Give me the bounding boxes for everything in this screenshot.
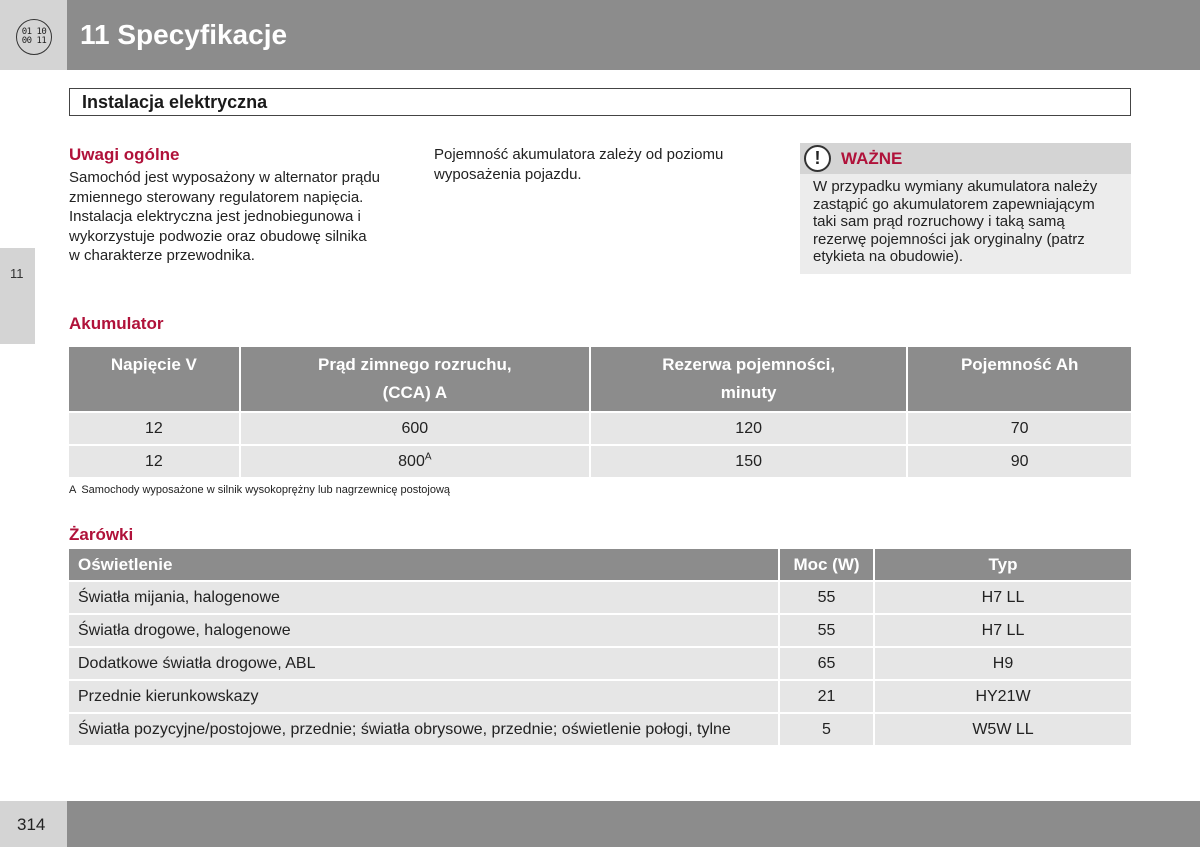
column-header-line: Pojemność Ah	[960, 355, 1079, 374]
table-row	[69, 582, 1131, 613]
battery-heading: Akumulator	[69, 314, 164, 333]
important-notice-header	[800, 143, 1131, 174]
cell-type: HY21W	[875, 681, 1131, 712]
battery-footnote	[69, 484, 450, 496]
column-header-reserve	[591, 347, 906, 411]
general-notes-line: wykorzystuje podwozie oraz obudowę silnika	[69, 227, 367, 245]
capacity-note-line: wyposażenia pojazdu.	[434, 165, 582, 183]
cell-cca	[241, 413, 589, 444]
cell-type: H7 LL	[875, 582, 1131, 613]
section-title: Instalacja elektryczna	[82, 92, 268, 112]
cell-lighting: Przednie kierunkowskazy	[69, 681, 778, 712]
table-row	[69, 446, 1131, 477]
column-header-cca	[241, 347, 589, 411]
table-row	[69, 648, 1131, 679]
cell-power: 21	[780, 681, 873, 712]
footnote-marker: A	[424, 451, 432, 463]
cell-voltage: 12	[69, 413, 239, 444]
cell-reserve: 120	[591, 413, 906, 444]
column-header-capacity	[908, 347, 1131, 411]
important-notice-text	[813, 178, 1125, 266]
general-notes-paragraph	[69, 168, 380, 266]
cell-power: 5	[780, 714, 873, 745]
bulbs-heading: Żarówki	[69, 525, 134, 544]
column-header-line: Prąd zimnego rozruchu,	[318, 355, 512, 374]
cell-lighting: Światła pozycyjne/postojowe, przednie; światła obrysowe, przednie; oświetlenie połogi, tylne	[69, 714, 778, 745]
important-notice-line: W przypadku wymiany akumulatora należy	[813, 178, 1098, 195]
chapter-title: 11 Specyfikacje	[80, 19, 288, 50]
badge-line-2: 00 11	[21, 36, 47, 46]
exclamation-icon: !	[804, 145, 831, 172]
cell-power: 55	[780, 615, 873, 646]
cell-cca	[241, 446, 589, 477]
bulbs-table-header-row	[69, 549, 1131, 580]
general-notes-line: Instalacja elektryczna jest jednobiegunowa i	[69, 208, 361, 226]
table-row	[69, 413, 1131, 444]
general-notes-line: Samochód jest wyposażony w alternator prądu	[69, 169, 381, 186]
important-notice-line: taki sam prąd rozruchowy i taką samą	[813, 213, 1065, 230]
general-notes-line: zmiennego sterowany regulatorem napięcia.	[69, 188, 364, 206]
table-row	[69, 714, 1131, 745]
page-number: 314	[17, 815, 46, 834]
cell-lighting: Dodatkowe światła drogowe, ABL	[69, 648, 778, 679]
capacity-note-line: Pojemność akumulatora zależy od poziomu	[434, 146, 724, 163]
cell-voltage: 12	[69, 446, 239, 477]
cell-power: 65	[780, 648, 873, 679]
important-notice-box	[800, 143, 1131, 274]
general-notes-line: w charakterze przewodnika.	[69, 247, 255, 265]
column-header-lighting: Oświetlenie	[69, 549, 778, 580]
battery-capacity-note	[434, 145, 723, 184]
important-notice-title: WAŻNE	[841, 149, 903, 168]
footer-band	[67, 801, 1200, 847]
column-header-line: Rezerwa pojemności,	[662, 355, 836, 374]
footnote-mark: A	[69, 484, 77, 496]
column-header-type: Typ	[875, 549, 1131, 580]
badge-line-1: 01 10	[21, 27, 47, 37]
cca-value: 600	[401, 419, 429, 437]
table-row	[69, 681, 1131, 712]
battery-table-header-row	[69, 347, 1131, 411]
cell-type: H7 LL	[875, 615, 1131, 646]
important-notice-line: etykieta na obudowie).	[813, 248, 964, 265]
column-header-voltage	[69, 347, 239, 411]
cell-capacity: 70	[908, 413, 1131, 444]
section-title-box	[69, 88, 1131, 116]
column-header-line: minuty	[720, 383, 777, 402]
cell-lighting: Światła drogowe, halogenowe	[69, 615, 778, 646]
cell-capacity: 90	[908, 446, 1131, 477]
cell-lighting: Światła mijania, halogenowe	[69, 582, 778, 613]
column-header-power: Moc (W)	[780, 549, 873, 580]
cell-type: H9	[875, 648, 1131, 679]
general-notes-heading: Uwagi ogólne	[69, 145, 180, 164]
important-notice-line: rezerwę pojemności jak oryginalny (patrz	[813, 230, 1085, 248]
cell-reserve: 150	[591, 446, 906, 477]
battery-table	[67, 345, 1133, 479]
bulbs-table	[67, 547, 1133, 747]
chapter-side-tab-label: 11	[10, 266, 24, 281]
chapter-side-tab	[0, 248, 35, 344]
cell-power: 55	[780, 582, 873, 613]
chapter-badge-icon	[16, 19, 52, 55]
header-side-block	[0, 0, 67, 70]
cca-value: 800	[398, 452, 425, 470]
cell-type: W5W LL	[875, 714, 1131, 745]
important-notice-line: zastąpić go akumulatorem zapewniającym	[813, 195, 1095, 213]
column-header-line: Napięcie V	[110, 355, 197, 374]
table-row	[69, 615, 1131, 646]
footnote-text: Samochody wyposażone w silnik wysokoprężny lub nagrzewnicę postojową	[81, 484, 451, 496]
column-header-line: (CCA) A	[382, 383, 448, 402]
